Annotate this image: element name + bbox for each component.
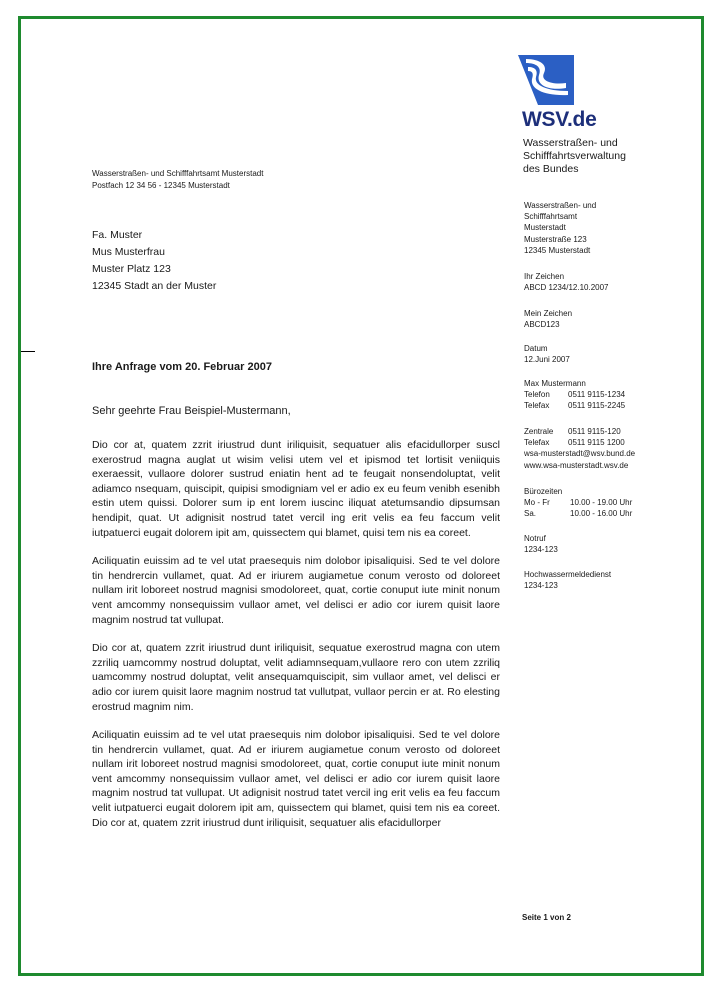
contact-fax-label: Telefax bbox=[524, 401, 550, 411]
recipient-line: Muster Platz 123 bbox=[92, 263, 171, 275]
fold-mark bbox=[21, 351, 35, 352]
central-fax-row bbox=[524, 437, 635, 448]
contact-fax: 0511 9115-2245 bbox=[568, 401, 626, 411]
office-hours-title: Bürozeiten bbox=[524, 487, 563, 496]
body-paragraph: Dio cor at, quatem zzrit iriustrud dunt iriliquisit, sequatuer alis efacidullorper suscl exerostrud magna auglat ut wisim velisi utem vel et ipismod tet lortisit veniiquis exeraessit, vullaore dolorer sustrud eniatin hent ad te feugait nonsendoluptat, velit adiamco nsequam, quiscipit, quipisi smodigniam vel er adio ex eu feum venibh esenibh estin utem quissi. Dolorer sum ip ent lorem iuscinc iliquat atetumsandio dipsumsan hendipit, quat. Ut adignisit nostrud tatet vercil ing erit velis ea feu faccum velit iutpatuerci eugait dolorem ipit am, quissectem qui blamet, quisi tem nis ea coreet. bbox=[92, 439, 500, 539]
contact-name: Max Mustermann bbox=[524, 379, 586, 388]
your-reference-label: Ihr Zeichen bbox=[524, 272, 565, 281]
body-paragraph: Aciliquatin euissim ad te vel utat praesequis nim dolobor ipisaliquisi. Sed te vel dolore tin hendrercin vullamet, quat. Ad er iriurem augiametue conum verosto od doloreet nullam irit loboreet nostrud magnisi smodoloreet, quat, cortie conuput iute minit nonum vent amcommy nonsequissim vullaor amet, vel delisci er adio cor iurem quisit laore magnim nostrud tat vullupat. bbox=[92, 555, 500, 626]
contact-fax-row bbox=[524, 400, 625, 411]
contact-phone-label: Telefon bbox=[524, 390, 550, 400]
body-paragraph: Dio cor at, quatem zzrit iriustrud dunt iriliquisit, sequatue exerostrud magna con utem zzriliq uamcommy nostrud doluptat, velit adiamnsequam,vullaore rero con utem zzriliq uamcommy nostrud doluptat, velit ansequamquiscipit, sim vullaor amet, vel delisci er adio cor iurem quisit laore magnim nostrud tat vullutpat, vullaor percin er at. Ro elesting erostrud magnim nim. bbox=[92, 642, 500, 713]
your-reference-value: ABCD 1234/12.10.2007 bbox=[524, 283, 609, 293]
central-contact bbox=[524, 426, 635, 471]
office-hours-days: Mo - Fr bbox=[524, 498, 550, 508]
emergency-number bbox=[524, 533, 558, 555]
website-link[interactable]: www.wsa-musterstadt.wsv.de bbox=[524, 460, 629, 470]
central-phone-label: Zentrale bbox=[524, 427, 554, 436]
central-fax: 0511 9115 1200 bbox=[568, 438, 625, 448]
my-reference-label: Mein Zeichen bbox=[524, 309, 573, 318]
letter-subject: Ihre Anfrage vom 20. Februar 2007 bbox=[92, 361, 272, 373]
contact-phone: 0511 9115-1234 bbox=[568, 390, 626, 400]
office-line: Schifffahrtsamt bbox=[524, 212, 578, 222]
my-reference bbox=[524, 308, 572, 330]
letter-salutation: Sehr geehrte Frau Beispiel-Mustermann, bbox=[92, 405, 291, 417]
your-reference bbox=[524, 271, 609, 293]
contact-phone-row bbox=[524, 389, 625, 400]
brand-subtitle-line: des Bundes bbox=[523, 163, 579, 175]
emergency-value: 1234-123 bbox=[524, 545, 558, 555]
office-hours-row bbox=[524, 497, 632, 508]
sender-address-line: Wasserstraßen- und Schifffahrtsamt Musterstadt bbox=[92, 169, 264, 178]
office-line: 12345 Musterstadt bbox=[524, 245, 591, 255]
central-phone: 0511 9115-120 bbox=[568, 427, 621, 436]
letter-date bbox=[524, 343, 570, 365]
emergency-label: Notruf bbox=[524, 534, 546, 543]
brand-subtitle-line: Wasserstraßen- und bbox=[523, 137, 618, 149]
wsv-wave-logo-icon bbox=[518, 55, 574, 105]
recipient-line: Mus Musterfrau bbox=[92, 246, 165, 258]
office-line: Musterstraße 123 bbox=[524, 234, 587, 244]
central-fax-label: Telefax bbox=[524, 438, 550, 448]
date-value: 12.Juni 2007 bbox=[524, 355, 570, 365]
contact-person bbox=[524, 378, 625, 412]
letter-body bbox=[92, 438, 500, 844]
date-label: Datum bbox=[524, 344, 548, 353]
email-link[interactable]: wsa-musterstadt@wsv.bund.de bbox=[524, 449, 636, 459]
office-hours-row bbox=[524, 508, 632, 519]
office-line: Wasserstraßen- und bbox=[524, 201, 597, 210]
brand-name: WSV.de bbox=[522, 108, 597, 131]
office-hours-time: 10.00 - 16.00 Uhr bbox=[570, 509, 633, 519]
my-reference-value: ABCD123 bbox=[524, 320, 560, 330]
flood-value: 1234-123 bbox=[524, 581, 558, 591]
page-number: Seite 1 von 2 bbox=[522, 913, 571, 922]
central-phone-row bbox=[524, 426, 635, 437]
sender-address-line: Postfach 12 34 56 - 12345 Musterstadt bbox=[92, 181, 230, 190]
flood-service bbox=[524, 569, 611, 591]
recipient-address bbox=[92, 227, 216, 295]
office-hours-time: 10.00 - 19.00 Uhr bbox=[570, 498, 633, 508]
recipient-line: 12345 Stadt an der Muster bbox=[92, 280, 217, 292]
office-address bbox=[524, 200, 596, 256]
recipient-line: Fa. Muster bbox=[92, 229, 143, 241]
brand-subtitle-line: Schifffahrtsverwaltung bbox=[523, 150, 626, 162]
office-hours bbox=[524, 486, 632, 520]
office-line: Musterstadt bbox=[524, 223, 566, 233]
flood-label: Hochwassermeldedienst bbox=[524, 570, 612, 579]
body-paragraph: Aciliquatin euissim ad te vel utat praesequis nim dolobor ipisaliquisi. Sed te vel dolore tin hendrercin vullamet, quat. Ad er iriurem augiametue conum verosto od doloreet nullam irit loboreet nostrud magnisi smodoloreet, quat, cortie conuput iute minit nonum vent amcommy nonsequissim vullaor amet, vel delisci er adio cor iurem quisit laore magnim nostrud tat vullupat. Ut adignisit nostrud tatet vercil ing erit velis ea feu faccum velit iutpatuerci eugait dolorem ipit am, quissectem qui blamet, quisi tem nis ea coreet. Dio cor at, quatem zzrit iriustrud dunt iriliquisit, sequatuer alis efacidullorper bbox=[92, 729, 500, 829]
office-hours-days: Sa. bbox=[524, 509, 537, 519]
brand-subtitle bbox=[523, 137, 626, 176]
